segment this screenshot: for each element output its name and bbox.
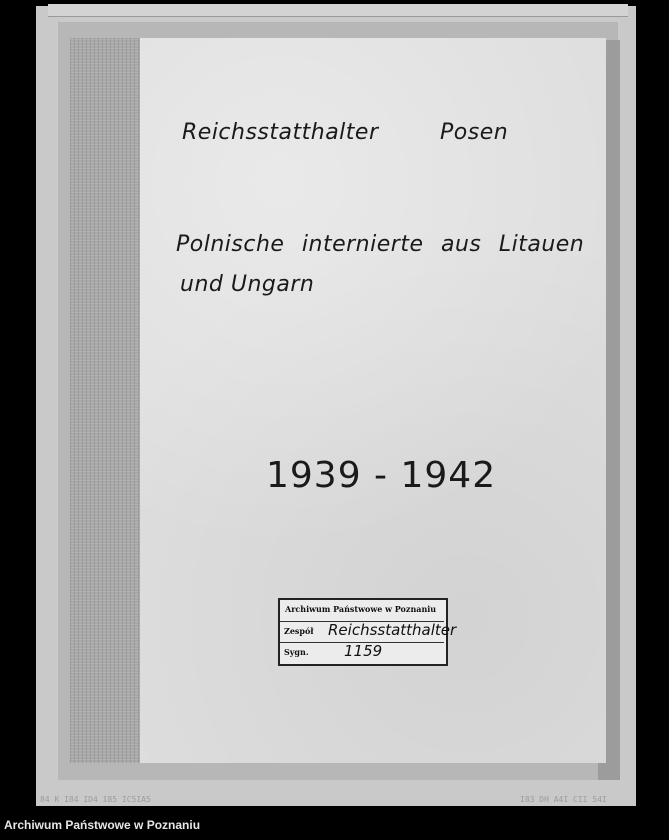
subject-line-2: und Ungarn [180,272,315,297]
sygn-value: 1159 [344,642,383,660]
stamp-sygn-row [280,642,444,663]
zespol-label: Zespół [284,626,314,636]
archive-stamp [278,598,457,666]
film-top-strip [48,4,628,17]
stamp-header-row [280,600,444,622]
date-range: 1939 - 1942 [266,455,497,496]
sygn-label: Sygn. [284,647,309,657]
stamp-zespol-row [280,621,457,643]
subject-line-1: Polnische internierte aus Litauen [176,232,585,257]
title-reichsstatthalter: Reichsstatthalter [182,120,379,145]
film-edge-code-right: I83 DH A4I CII 54I [520,795,607,804]
film-edge-code-left: 84 K I84 ID4 I85 IC5IA5 [40,795,151,804]
footer-institution: Archiwum Państwowe w Poznaniu [4,818,201,832]
title-posen: Posen [440,120,509,145]
zespol-value: Reichsstatthalter [328,621,457,639]
stamp-header: Archiwum Państwowe w Poznaniu [285,604,437,614]
folder-spine [70,38,141,763]
